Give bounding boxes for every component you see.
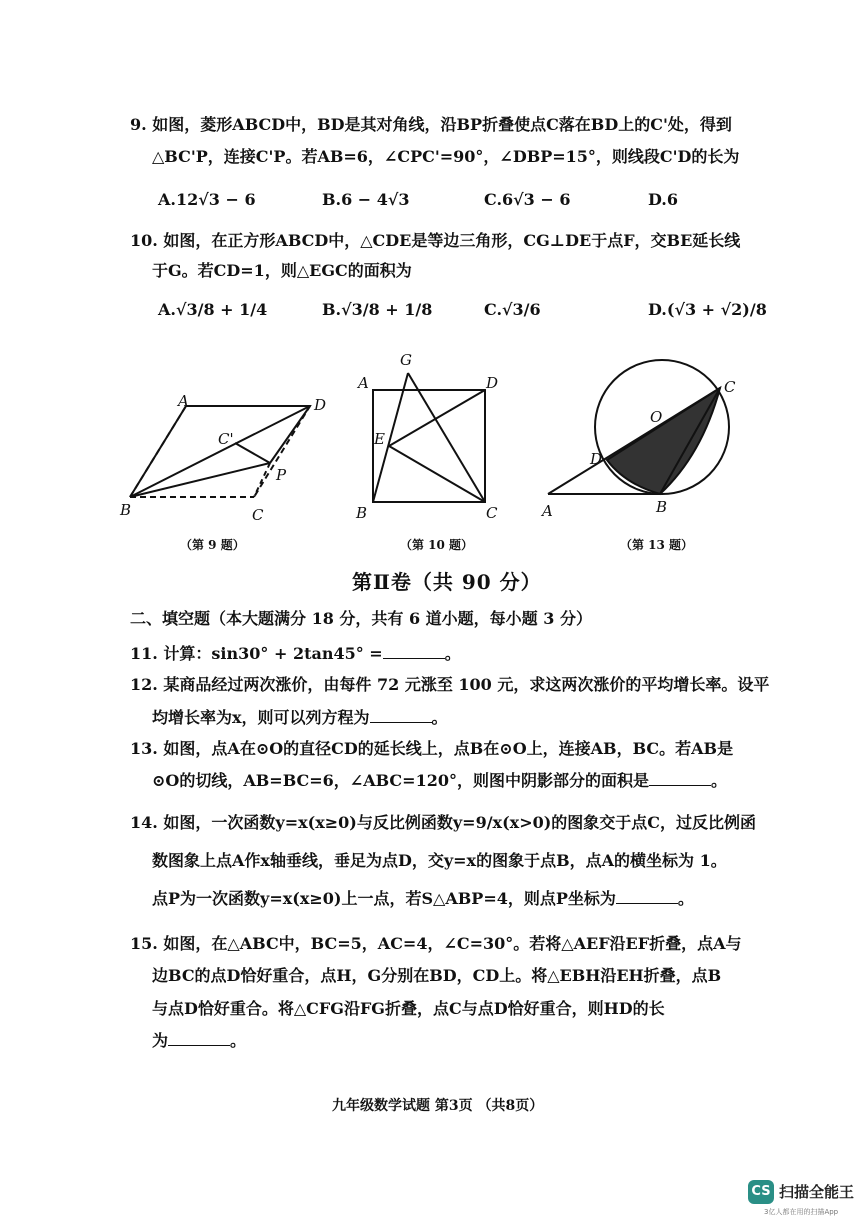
page-footer: 九年级数学试题 第3页 （共8页） [332,1098,544,1114]
q11 [130,639,461,669]
watermark-brand: 扫描全能王 [779,1183,855,1201]
q15-line1: 15. 如图，在△ABC中，BC=5，AC=4，∠C=30°。若将△AEF沿EF折叠，点A与 [130,934,742,953]
fig13-label-d: D [590,450,603,468]
figure-10-square [373,373,485,502]
q14-line3-text: 点P为一次函数y=x(x≥0)上一点，若S△ABP=4，则点P坐标为 [152,889,616,908]
q10-option-c: C.√3/6 [484,300,541,319]
q12-answer-blank[interactable] [370,708,432,723]
fig10-label-g: G [400,351,412,369]
fig10-label-d: D [486,374,499,392]
fill-in-heading: 二、填空题（本大题满分 18 分，共有 6 道小题，每小题 3 分） [130,609,592,628]
fig10-label-c: C [486,504,498,522]
q13-end: 。 [710,771,727,790]
q13-answer-blank[interactable] [649,771,711,786]
q15-answer-blank[interactable] [168,1031,230,1046]
q13-line1: 13. 如图，点A在⊙O的直径CD的延长线上，点B在⊙O上，连接AB，BC。若AB是 [130,739,734,758]
q14-line2: 数图象上点A作x轴垂线，垂足为点D，交y=x的图象于点B，点A的横坐标为 1。 [152,851,727,870]
q13-line2-text: ⊙O的切线，AB=BC=6，∠ABC=120°，则图中阴影部分的面积是 [152,771,649,790]
q9-option-d: D.6 [648,190,679,209]
q12-end: 。 [431,708,448,727]
q12-line1: 12. 某商品经过两次涨价，由每件 72 元涨至 100 元，求这两次涨价的平均增长率。设平 [130,675,770,694]
q11-end: 。 [444,644,461,663]
q9-option-b: B.6 − 4√3 [322,190,410,209]
watermark-subtitle: 3亿人都在用的扫描App [764,1208,839,1216]
fig9-label-a: A [178,392,189,410]
q14-line1: 14. 如图，一次函数y=x(x≥0)与反比例函数y=9/x(x>0)的图象交于点C，过反比例函 [130,813,757,832]
fig9-caption: （第 9 题） [180,538,245,552]
q14-end: 。 [677,889,694,908]
fig9-label-d: D [314,396,327,414]
q11-text: 11. 计算：sin30° + 2tan45° = [130,644,383,663]
fig13-caption: （第 13 题） [620,538,694,552]
q15-line3: 与点D恰好重合。将△CFG沿FG折叠，点C与点D恰好重合，则HD的长 [152,999,665,1018]
fig10-label-a: A [358,374,369,392]
figures-svg [110,340,750,540]
q9-line1: 9. 如图，菱形ABCD中，BD是其对角线，沿BP折叠使点C落在BD上的C'处，得到 [130,115,732,134]
q12-line2-text: 均增长率为x，则可以列方程为 [152,708,370,727]
fig13-label-o: O [650,408,663,426]
fig9-label-c: C [252,506,264,524]
fig13-label-a: A [542,502,553,520]
q10-option-d: D.(√3 + √2)/8 [648,300,767,319]
fig9-label-b: B [120,501,132,519]
q15-line2: 边BC的点D恰好重合，点H，G分别在BD，CD上。将△EBH沿EH折叠，点B [152,966,722,985]
fig10-caption: （第 10 题） [400,538,474,552]
q9-option-a: A.12√3 − 6 [158,190,256,209]
q10-line1: 10. 如图，在正方形ABCD中，△CDE是等边三角形，CG⊥DE于点F，交BE延长线 [130,231,741,250]
fig10-label-e: E [374,430,385,448]
q12-line2 [152,703,448,733]
fig10-label-b: B [356,504,368,522]
q15-line4 [152,1026,246,1056]
q11-answer-blank[interactable] [383,644,445,659]
section-title: 第Ⅱ卷（共 90 分） [352,570,542,594]
q15-end: 。 [230,1031,247,1050]
fig9-label-c-prime: C' [218,430,234,448]
figure-13-circle [548,360,729,494]
q9-option-c: C.6√3 − 6 [484,190,571,209]
q15-line4-text: 为 [152,1031,169,1050]
q14-answer-blank[interactable] [616,889,678,904]
q10-option-a: A.√3/8 + 1/4 [158,300,268,319]
q10-line2: 于G。若CD=1，则△EGC的面积为 [152,261,412,280]
q10-option-b: B.√3/8 + 1/8 [322,300,433,319]
camscanner-logo-icon: CS [748,1180,774,1204]
q14-line3 [152,884,694,914]
fig13-label-c: C [724,378,736,396]
fig9-label-p: P [276,466,287,484]
q13-line2 [152,766,727,796]
fig13-label-b: B [656,498,668,516]
q9-line2: △BC'P，连接C'P。若AB=6，∠CPC'=90°，∠DBP=15°，则线段C'D的长为 [152,147,740,166]
